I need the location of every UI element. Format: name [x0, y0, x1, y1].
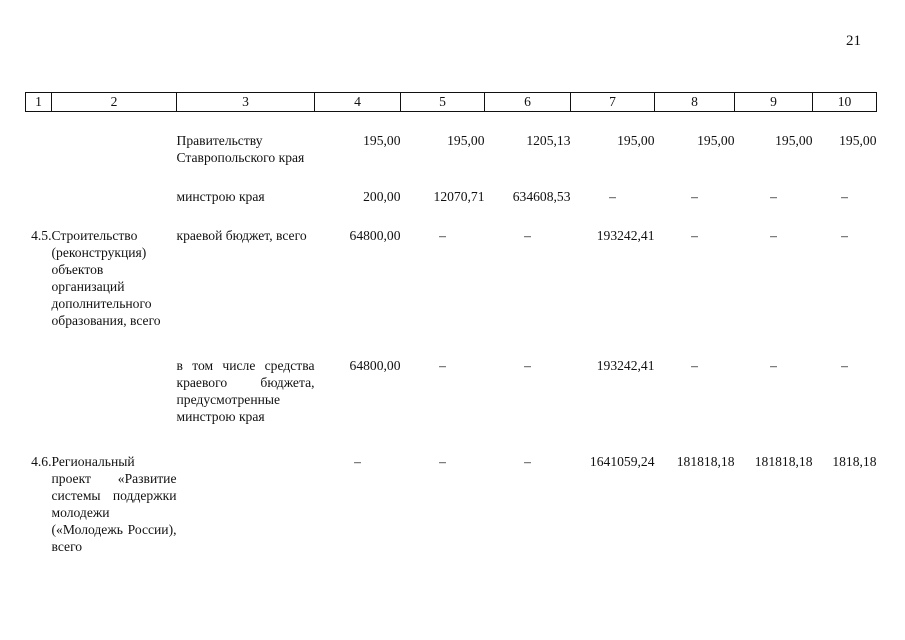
column-number-header: 6	[485, 93, 571, 112]
row-name	[52, 166, 177, 205]
budget-table	[25, 92, 877, 555]
value-cell: –	[524, 454, 531, 469]
column-number-header: 5	[401, 93, 485, 112]
value-cell: 195,00	[617, 133, 655, 148]
value-cell: –	[841, 358, 848, 373]
column-number-header: 2	[52, 93, 177, 112]
value-cell: 12070,71	[433, 189, 485, 204]
funding-source	[177, 425, 315, 555]
value-cell: 1641059,24	[589, 454, 655, 469]
funding-source: Правительству Ставропольского края	[176, 133, 305, 165]
value-cell: –	[609, 189, 616, 204]
value-cell: 64800,00	[349, 358, 401, 373]
value-cell: –	[439, 228, 446, 243]
value-cell: –	[691, 358, 698, 373]
value-cell: 181818,18	[754, 454, 813, 469]
value-cell: –	[524, 358, 531, 373]
value-cell: 1818,18	[832, 454, 877, 469]
value-cell: 195,00	[697, 133, 735, 148]
column-number-header: 10	[813, 93, 877, 112]
value-cell: 195,00	[447, 133, 485, 148]
value-cell: –	[354, 454, 361, 469]
value-cell: –	[841, 228, 848, 243]
page-number: 21	[846, 33, 861, 49]
value-cell: –	[770, 189, 777, 204]
value-cell: –	[691, 189, 698, 204]
column-number-header: 3	[177, 93, 315, 112]
funding-source: краевой бюджет, всего	[176, 228, 307, 243]
value-cell: 193242,41	[596, 228, 655, 243]
value-cell: 1205,13	[526, 133, 571, 148]
table-body	[26, 93, 877, 556]
value-cell: –	[691, 228, 698, 243]
row-name: Региональный проект «Развитие системы поддержки молодежи («Молодежь России), всего	[51, 454, 177, 554]
column-number-header: 1	[26, 93, 52, 112]
value-cell: –	[439, 454, 446, 469]
row-name: Строительство (реконструкция) объектов организаций дополнительного образования, всего	[51, 228, 161, 328]
value-cell: 193242,41	[596, 358, 655, 373]
row-index	[26, 329, 52, 425]
row-index: 4.6.	[31, 454, 52, 469]
row-index: 4.5.	[31, 228, 52, 243]
table-row	[26, 166, 877, 205]
value-cell: –	[770, 358, 777, 373]
value-cell: –	[841, 189, 848, 204]
row-index	[26, 112, 52, 167]
table-row	[26, 112, 877, 167]
value-cell: 195,00	[363, 133, 401, 148]
value-cell: –	[524, 228, 531, 243]
value-cell: 195,00	[839, 133, 877, 148]
value-cell: –	[770, 228, 777, 243]
column-number-header: 7	[571, 93, 655, 112]
funding-source: в том числе средства краевого бюджета, предусмотренные минстрою края	[176, 358, 315, 424]
value-cell: 634608,53	[512, 189, 571, 204]
table-row	[26, 425, 877, 555]
column-number-header: 4	[315, 93, 401, 112]
row-index	[26, 166, 52, 205]
value-cell: 200,00	[363, 189, 401, 204]
value-cell: 64800,00	[349, 228, 401, 243]
column-number-header-row	[26, 93, 877, 112]
column-number-header: 8	[655, 93, 735, 112]
row-name	[52, 329, 177, 425]
row-name	[52, 112, 177, 167]
column-number-header: 9	[735, 93, 813, 112]
value-cell: –	[439, 358, 446, 373]
value-cell: 195,00	[775, 133, 813, 148]
table-row	[26, 205, 877, 329]
value-cell: 181818,18	[676, 454, 735, 469]
table-row	[26, 329, 877, 425]
funding-source: минстрою края	[176, 189, 265, 204]
